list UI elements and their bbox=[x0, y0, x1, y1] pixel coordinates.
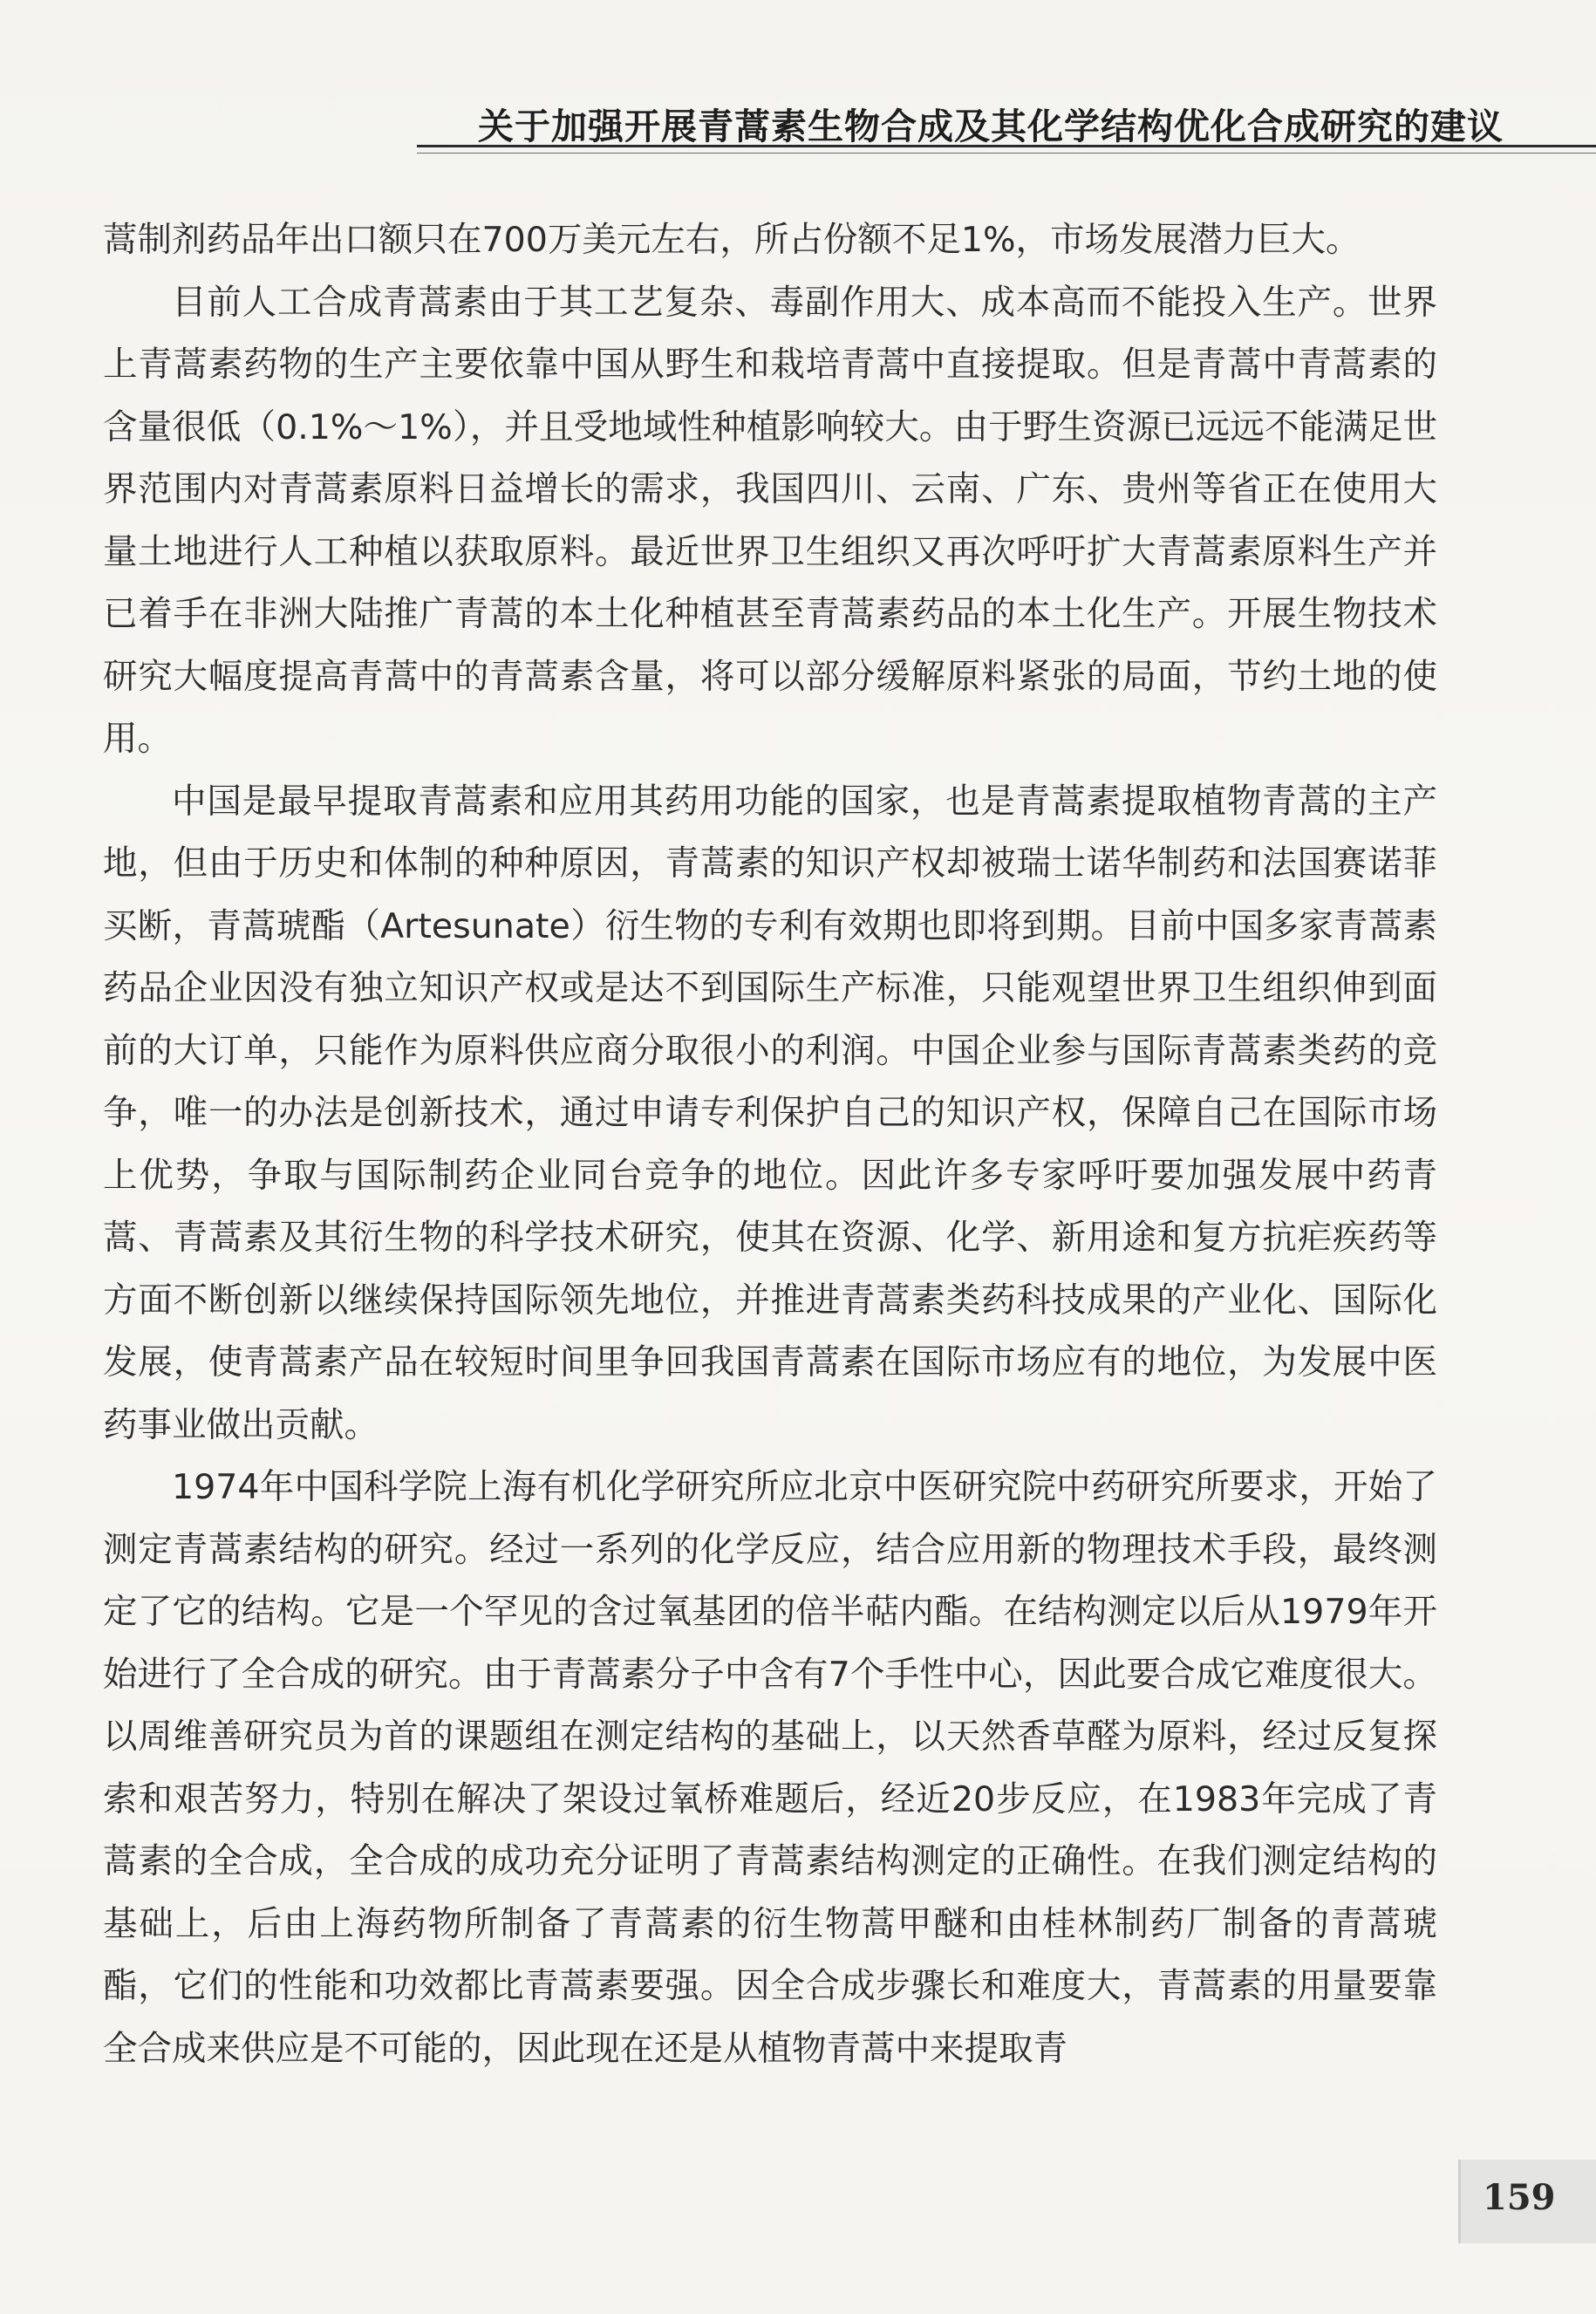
header-rule bbox=[417, 145, 1596, 154]
paragraph: 目前人工合成青蒿素由于其工艺复杂、毒副作用大、成本高而不能投入生产。世界上青蒿素药物的生产主要依靠中国从野生和栽培青蒿中直接提取。但是青蒿中青蒿素的含量很低（0.1%～1%），并且受地域性种植影响较大。由于野生资源已远远不能满足世界范围内对青蒿素原料日益增长的需求，我国四川、云南、广东、贵州等省正在使用大量土地进行人工种植以获取原料。最近世界卫生组织又再次呼吁扩大青蒿素原料生产并已着手在非洲大陆推广青蒿的本土化种植甚至青蒿素药品的本土化生产。开展生物技术研究大幅度提高青蒿中的青蒿素含量，将可以部分缓解原料紧张的局面，节约土地的使用。 bbox=[103, 282, 1437, 759]
running-header-title: 关于加强开展青蒿素生物合成及其化学结构优化合成研究的建议 bbox=[478, 106, 1504, 147]
page-number: 159 bbox=[1483, 2177, 1556, 2218]
paragraph: 中国是最早提取青蒿素和应用其药用功能的国家，也是青蒿素提取植物青蒿的主产地，但由于历史和体制的种种原因，青蒿素的知识产权却被瑞士诺华制药和法国赛诺菲买断，青蒿琥酯（Artesunate）衍生物的专利有效期也即将到期。目前中国多家青蒿素药品企业因没有独立知识产权或是达不到国际生产标准，只能观望世界卫生组织伸到面前的大订单，只能作为原料供应商分取很小的利润。中国企业参与国际青蒿素类药的竞争，唯一的办法是创新技术，通过申请专利保护自己的知识产权，保障自己在国际市场上优势，争取与国际制药企业同台竞争的地位。因此许多专家呼吁要加强发展中药青蒿、青蒿素及其衍生物的科学技术研究，使其在资源、化学、新用途和复方抗疟疾药等方面不断创新以继续保持国际领先地位，并推进青蒿素类药科技成果的产业化、国际化发展，使青蒿素产品在较短时间里争回我国青蒿素在国际市场应有的地位，为发展中医药事业做出贡献。 bbox=[103, 781, 1437, 1445]
paragraph-continued: 蒿制剂药品年出口额只在700万美元左右，所占份额不足1%，市场发展潜力巨大。 bbox=[103, 220, 1361, 260]
body-text bbox=[103, 209, 1437, 2080]
paragraph: 1974年中国科学院上海有机化学研究所应北京中医研究院中药研究所要求，开始了测定青蒿素结构的研究。经过一系列的化学反应，结合应用新的物理技术手段，最终测定了它的结构。它是一个罕见的含过氧基团的倍半萜内酯。在结构测定以后从1979年开始进行了全合成的研究。由于青蒿素分子中含有7个手性中心，因此要合成它难度很大。以周维善研究员为首的课题组在测定结构的基础上，以天然香草醛为原料，经过反复探索和艰苦努力，特别在解决了架设过氧桥难题后，经近20步反应，在1983年完成了青蒿素的全合成，全合成的成功充分证明了青蒿素结构测定的正确性。在我们测定结构的基础上，后由上海药物所制备了青蒿素的衍生物蒿甲醚和由桂林制药厂制备的青蒿琥酯，它们的性能和功效都比青蒿素要强。因全合成步骤长和难度大，青蒿素的用量要靠全合成来供应是不可能的，因此现在还是从植物青蒿中来提取青 bbox=[103, 1467, 1437, 2069]
